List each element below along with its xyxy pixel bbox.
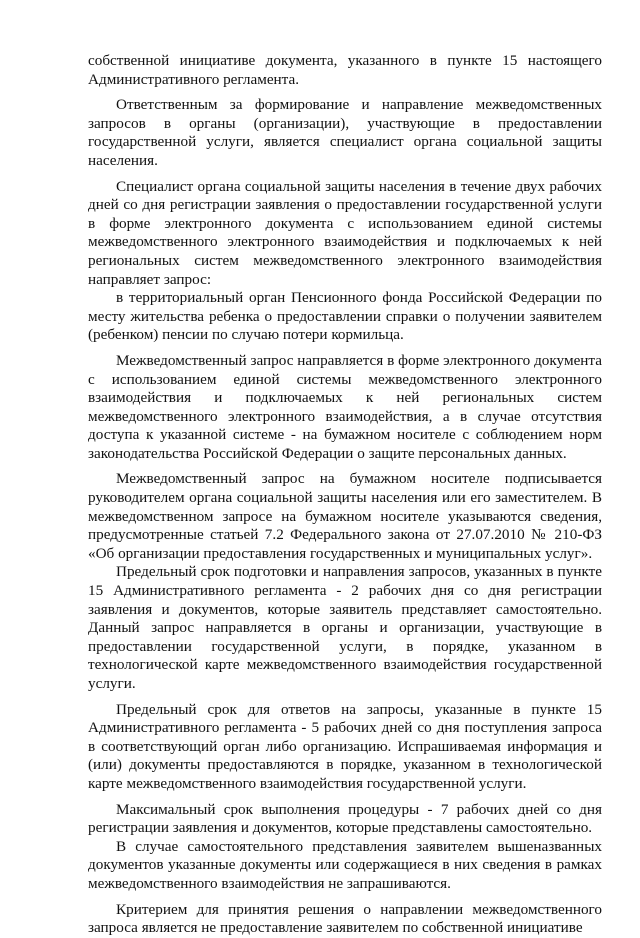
paragraph-6: Межведомственный запрос на бумажном носителе подписывается руководителем органа социальной защиты населения или его заместителем. В межведомственном запросе на бумажном носителе указываются сведения, предусмотренные статьей 7.2 Федерального закона от 27.07.2010 № 210-ФЗ «Об организации предоставления государственных и муниципальных услуг». bbox=[88, 470, 602, 562]
paragraph-11: Критерием для принятия решения о направлении межведомственного запроса является не предоставление заявителем по собственной инициативе bbox=[88, 900, 602, 937]
paragraph-4: в территориальный орган Пенсионного фонда Российской Федерации по месту жительства ребенка о предоставлении справки о получении заявителем (ребенком) пенсии по случаю потери кормильца. bbox=[88, 289, 602, 344]
paragraph-8: Предельный срок для ответов на запросы, указанные в пункте 15 Административного регламента - 5 рабочих дней со дня поступления запроса в соответствующий орган либо организацию. Испрашиваемая информация и (или) документы предоставляются в порядке, указанном в технологической карте межведомственного взаимодействия государственной услуги. bbox=[88, 700, 602, 792]
paragraph-1: собственной инициативе документа, указанного в пункте 15 настоящего Административного регламента. bbox=[88, 52, 602, 88]
paragraph-9: Максимальный срок выполнения процедуры - 7 рабочих дней со дня регистрации заявления и документов, которые представлены самостоятельно. bbox=[88, 800, 602, 837]
paragraph-7: Предельный срок подготовки и направления запросов, указанных в пункте 15 Административного регламента - 2 рабочих дня со дня регистрации заявления и документов, которые заявитель представляет самостоятельно. Данный запрос направляется в органы и организации, участвующие в предоставлении государственной услуги, в порядке, указанном в технологической карте межведомственного взаимодействия государственной услуги. bbox=[88, 563, 602, 692]
paragraph-3: Специалист органа социальной защиты населения в течение двух рабочих дней со дня регистрации заявления о предоставлении государственной услуги в форме электронного документа с использованием единой системы межведомственного электронного взаимодействия и подключаемых к ней региональных систем межведомственного электронного взаимодействия направляет запрос: bbox=[88, 177, 602, 288]
paragraph-2: Ответственным за формирование и направление межведомственных запросов в органы (организации), участвующие в предоставлении государственной услуги, является специалист органа социальной защиты населения. bbox=[88, 96, 602, 169]
document-page bbox=[88, 52, 602, 938]
paragraph-5: Межведомственный запрос направляется в форме электронного документа с использованием единой системы межведомственного электронного взаимодействия и подключаемых к ней региональных систем межведомственного электронного взаимодействия, а в случае отсутствия доступа к указанной системе - на бумажном носителе с соблюдением норм законодательства Российской Федерации о защите персональных данных. bbox=[88, 351, 602, 462]
paragraph-10: В случае самостоятельного представления заявителем вышеназванных документов указанные документы или содержащиеся в них сведения в рамках межведомственного взаимодействия не запрашиваются. bbox=[88, 837, 602, 892]
